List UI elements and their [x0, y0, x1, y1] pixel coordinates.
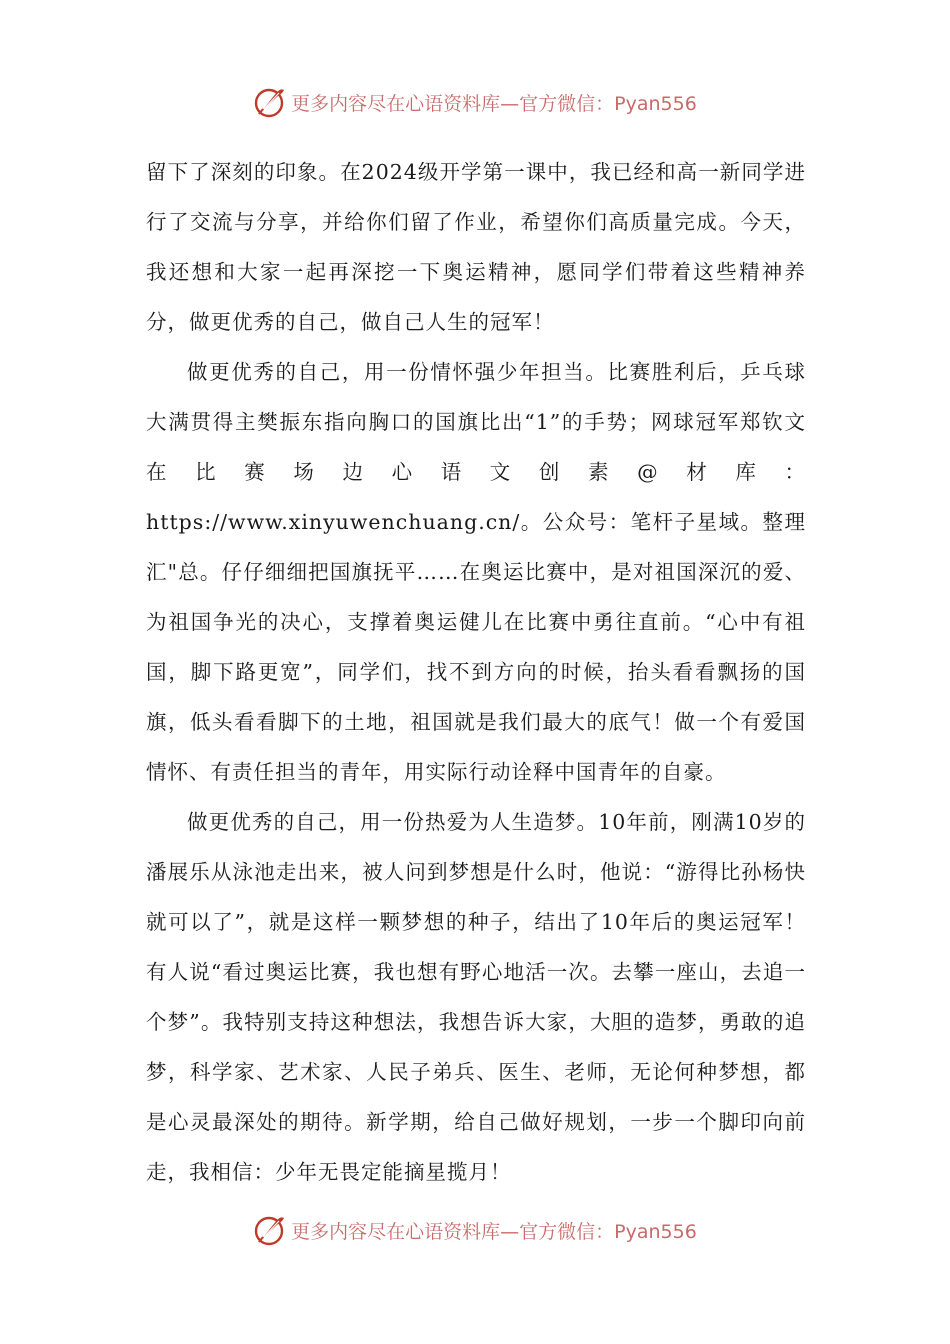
body-paragraph: 留下了深刻的印象。在2024级开学第一课中，我已经和高一新同学进行了交流与分享，并给你们留了作业，希望你们高质量完成。今天，我还想和大家一起再深挖一下奥运精神，愿同学们带着这些精神养分，做更优秀的自己，做自己人生的冠军！ [146, 160, 806, 334]
body-paragraph: 做更优秀的自己，用一份情怀强少年担当。比赛胜利后，乒乓球大满贯得主樊振东指向胸口的国旗比出“1”的手势；网球冠军郑钦文在比赛场边心语文创素@材库：https://www.xinyuwenchuang.cn/。公众号：笔杆子星域。整理汇"总。仔仔细细把国旗抚平……在奥运比赛中，是对祖国深沉的爱、为祖国争光的决心，支撑着奥运健儿在比赛中勇往直前。“心中有祖国，脚下路更宽”，同学们，找不到方向的时候，抬头看看飘扬的国旗，低头看看脚下的土地，祖国就是我们最大的底气！做一个有爱国情怀、有责任担当的青年，用实际行动诠释中国青年的自豪。 [146, 360, 806, 784]
document-body [146, 147, 806, 1197]
body-paragraph: 做更优秀的自己，用一份热爱为人生造梦。10年前，刚满10岁的潘展乐从泳池走出来，被人问到梦想是什么时，他说：“游得比孙杨快就可以了”，就是这样一颗梦想的种子，结出了10年后的奥运冠军！有人说“看过奥运比赛，我也想有野心地活一次。去攀一座山，去追一个梦”。我特别支持这种想法，我想告诉大家，大胆的造梦，勇敢的追梦，科学家、艺术家、人民子弟兵、医生、老师，无论何种梦想，都是心灵最深处的期待。新学期，给自己做好规划，一步一个脚印向前走，我相信：少年无畏定能摘星揽月！ [146, 810, 806, 1184]
footer-watermark-text: 更多内容尽在心语资料库—官方微信：Pyan556 [291, 1220, 697, 1243]
quill-pen-logo-icon [253, 1213, 287, 1247]
header-watermark-text: 更多内容尽在心语资料库—官方微信：Pyan556 [291, 92, 697, 115]
footer-watermark [0, 1210, 950, 1250]
quill-pen-logo-icon [253, 85, 287, 119]
header-watermark [0, 82, 950, 122]
